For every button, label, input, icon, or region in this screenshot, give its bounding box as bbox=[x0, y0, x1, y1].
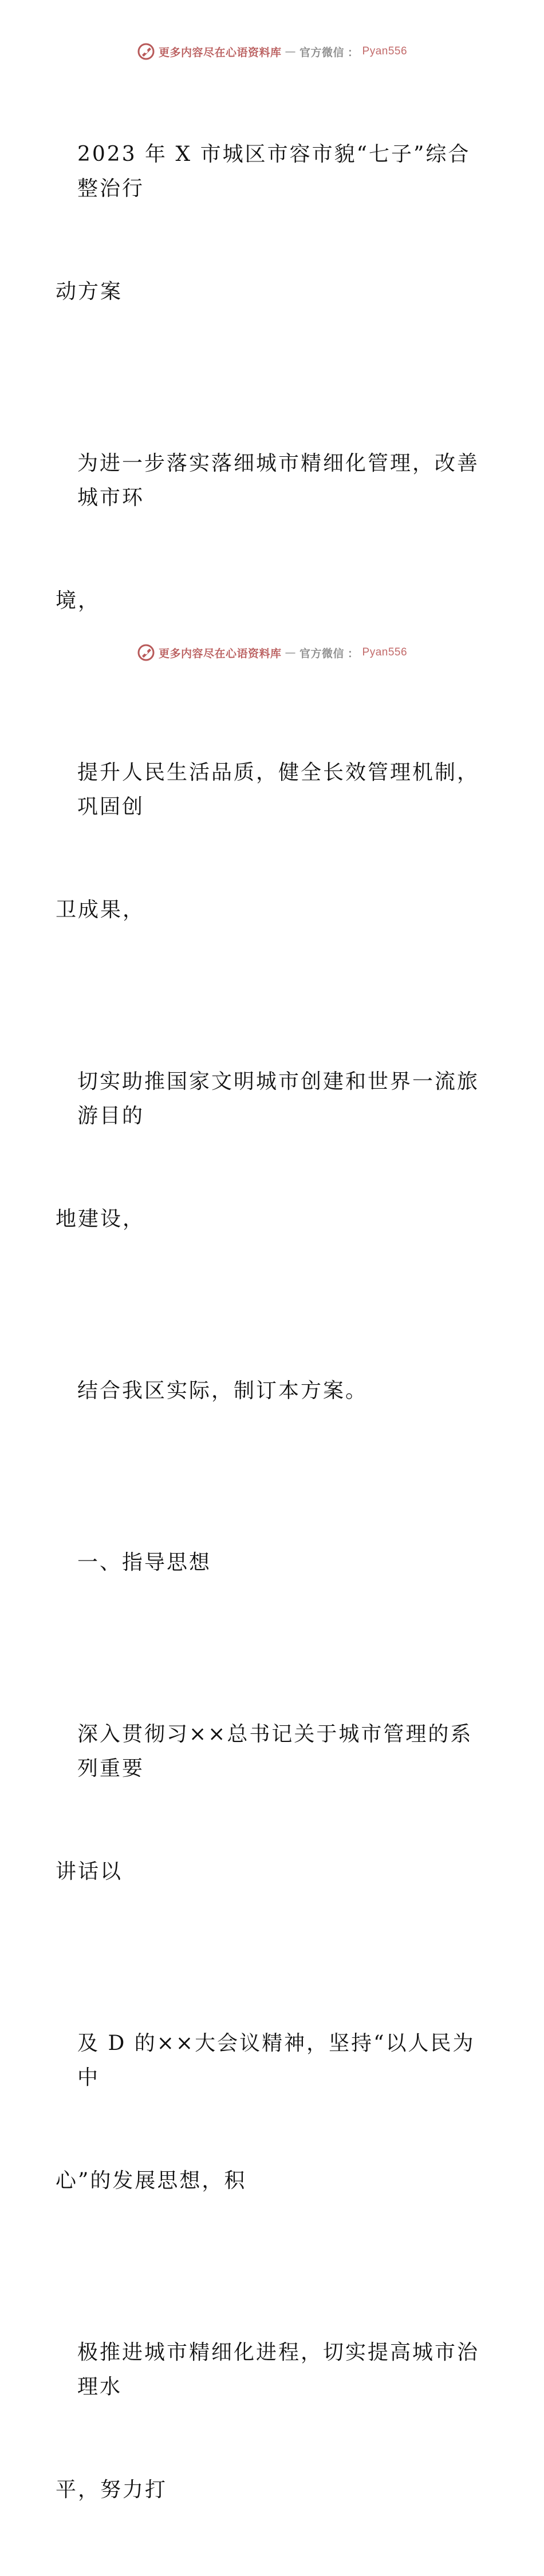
title-line-1: 2023 年 X 市城区市容市貌“七子”综合整治行 bbox=[77, 143, 471, 200]
paragraph-line: 深入贯彻习××总书记关于城市管理的系列重要 bbox=[77, 1722, 473, 1780]
paragraph bbox=[56, 1649, 491, 1958]
section-heading-text: 一、指导思想 bbox=[77, 1551, 212, 1574]
paragraph-line: 为进一步落实落细城市精细化管理，改善城市环 bbox=[77, 452, 480, 509]
paragraph-continuation: 平，努力打 bbox=[56, 2478, 168, 2502]
paragraph bbox=[56, 2267, 491, 2576]
watermark-official-label: 官方微信 bbox=[299, 46, 344, 59]
paragraph bbox=[56, 687, 491, 996]
paragraph bbox=[56, 1305, 491, 1477]
watermark-wechat-id: Pyan556 bbox=[362, 45, 408, 57]
paragraph-continuation: 境， bbox=[56, 589, 101, 613]
footer-watermark bbox=[0, 641, 544, 664]
header-watermark bbox=[0, 40, 544, 63]
document-body bbox=[56, 69, 491, 2576]
watermark-dash: — bbox=[285, 45, 296, 58]
paragraph-continuation: 地建设， bbox=[56, 1207, 145, 1231]
paragraph-line: 及 D 的××大会议精神，坚持“以人民为中 bbox=[77, 2032, 475, 2089]
paragraph-continuation: 讲话以 bbox=[56, 1860, 123, 1883]
watermark-colon: ： bbox=[348, 46, 359, 59]
paragraph-continuation: 卫成果， bbox=[56, 898, 145, 922]
watermark-dash: — bbox=[285, 646, 296, 659]
paragraph bbox=[56, 996, 491, 1305]
document-title bbox=[56, 69, 491, 378]
paragraph-line: 提升人民生活品质，健全长效管理机制，巩固创 bbox=[77, 761, 480, 819]
paragraph-line: 切实助推国家文明城市创建和世界一流旅游目的 bbox=[77, 1070, 480, 1128]
watermark-official-label: 官方微信 bbox=[299, 647, 344, 660]
paragraph bbox=[56, 1958, 491, 2267]
pen-logo-icon bbox=[137, 42, 155, 61]
title-line-2: 动方案 bbox=[56, 280, 123, 303]
paragraph bbox=[56, 378, 491, 687]
paragraph-continuation: 心”的发展思想，积 bbox=[56, 2169, 247, 2192]
section-heading bbox=[56, 1477, 491, 1649]
watermark-brand: 更多内容尽在心语资料库 bbox=[158, 647, 282, 660]
watermark-wechat-id: Pyan556 bbox=[362, 646, 408, 658]
pen-logo-icon bbox=[137, 643, 155, 662]
paragraph-line: 结合我区实际，制订本方案。 bbox=[77, 1379, 368, 1402]
watermark-brand: 更多内容尽在心语资料库 bbox=[158, 46, 282, 59]
watermark-colon: ： bbox=[348, 647, 359, 660]
paragraph-line: 极推进城市精细化进程，切实提高城市治理水 bbox=[77, 2341, 480, 2399]
